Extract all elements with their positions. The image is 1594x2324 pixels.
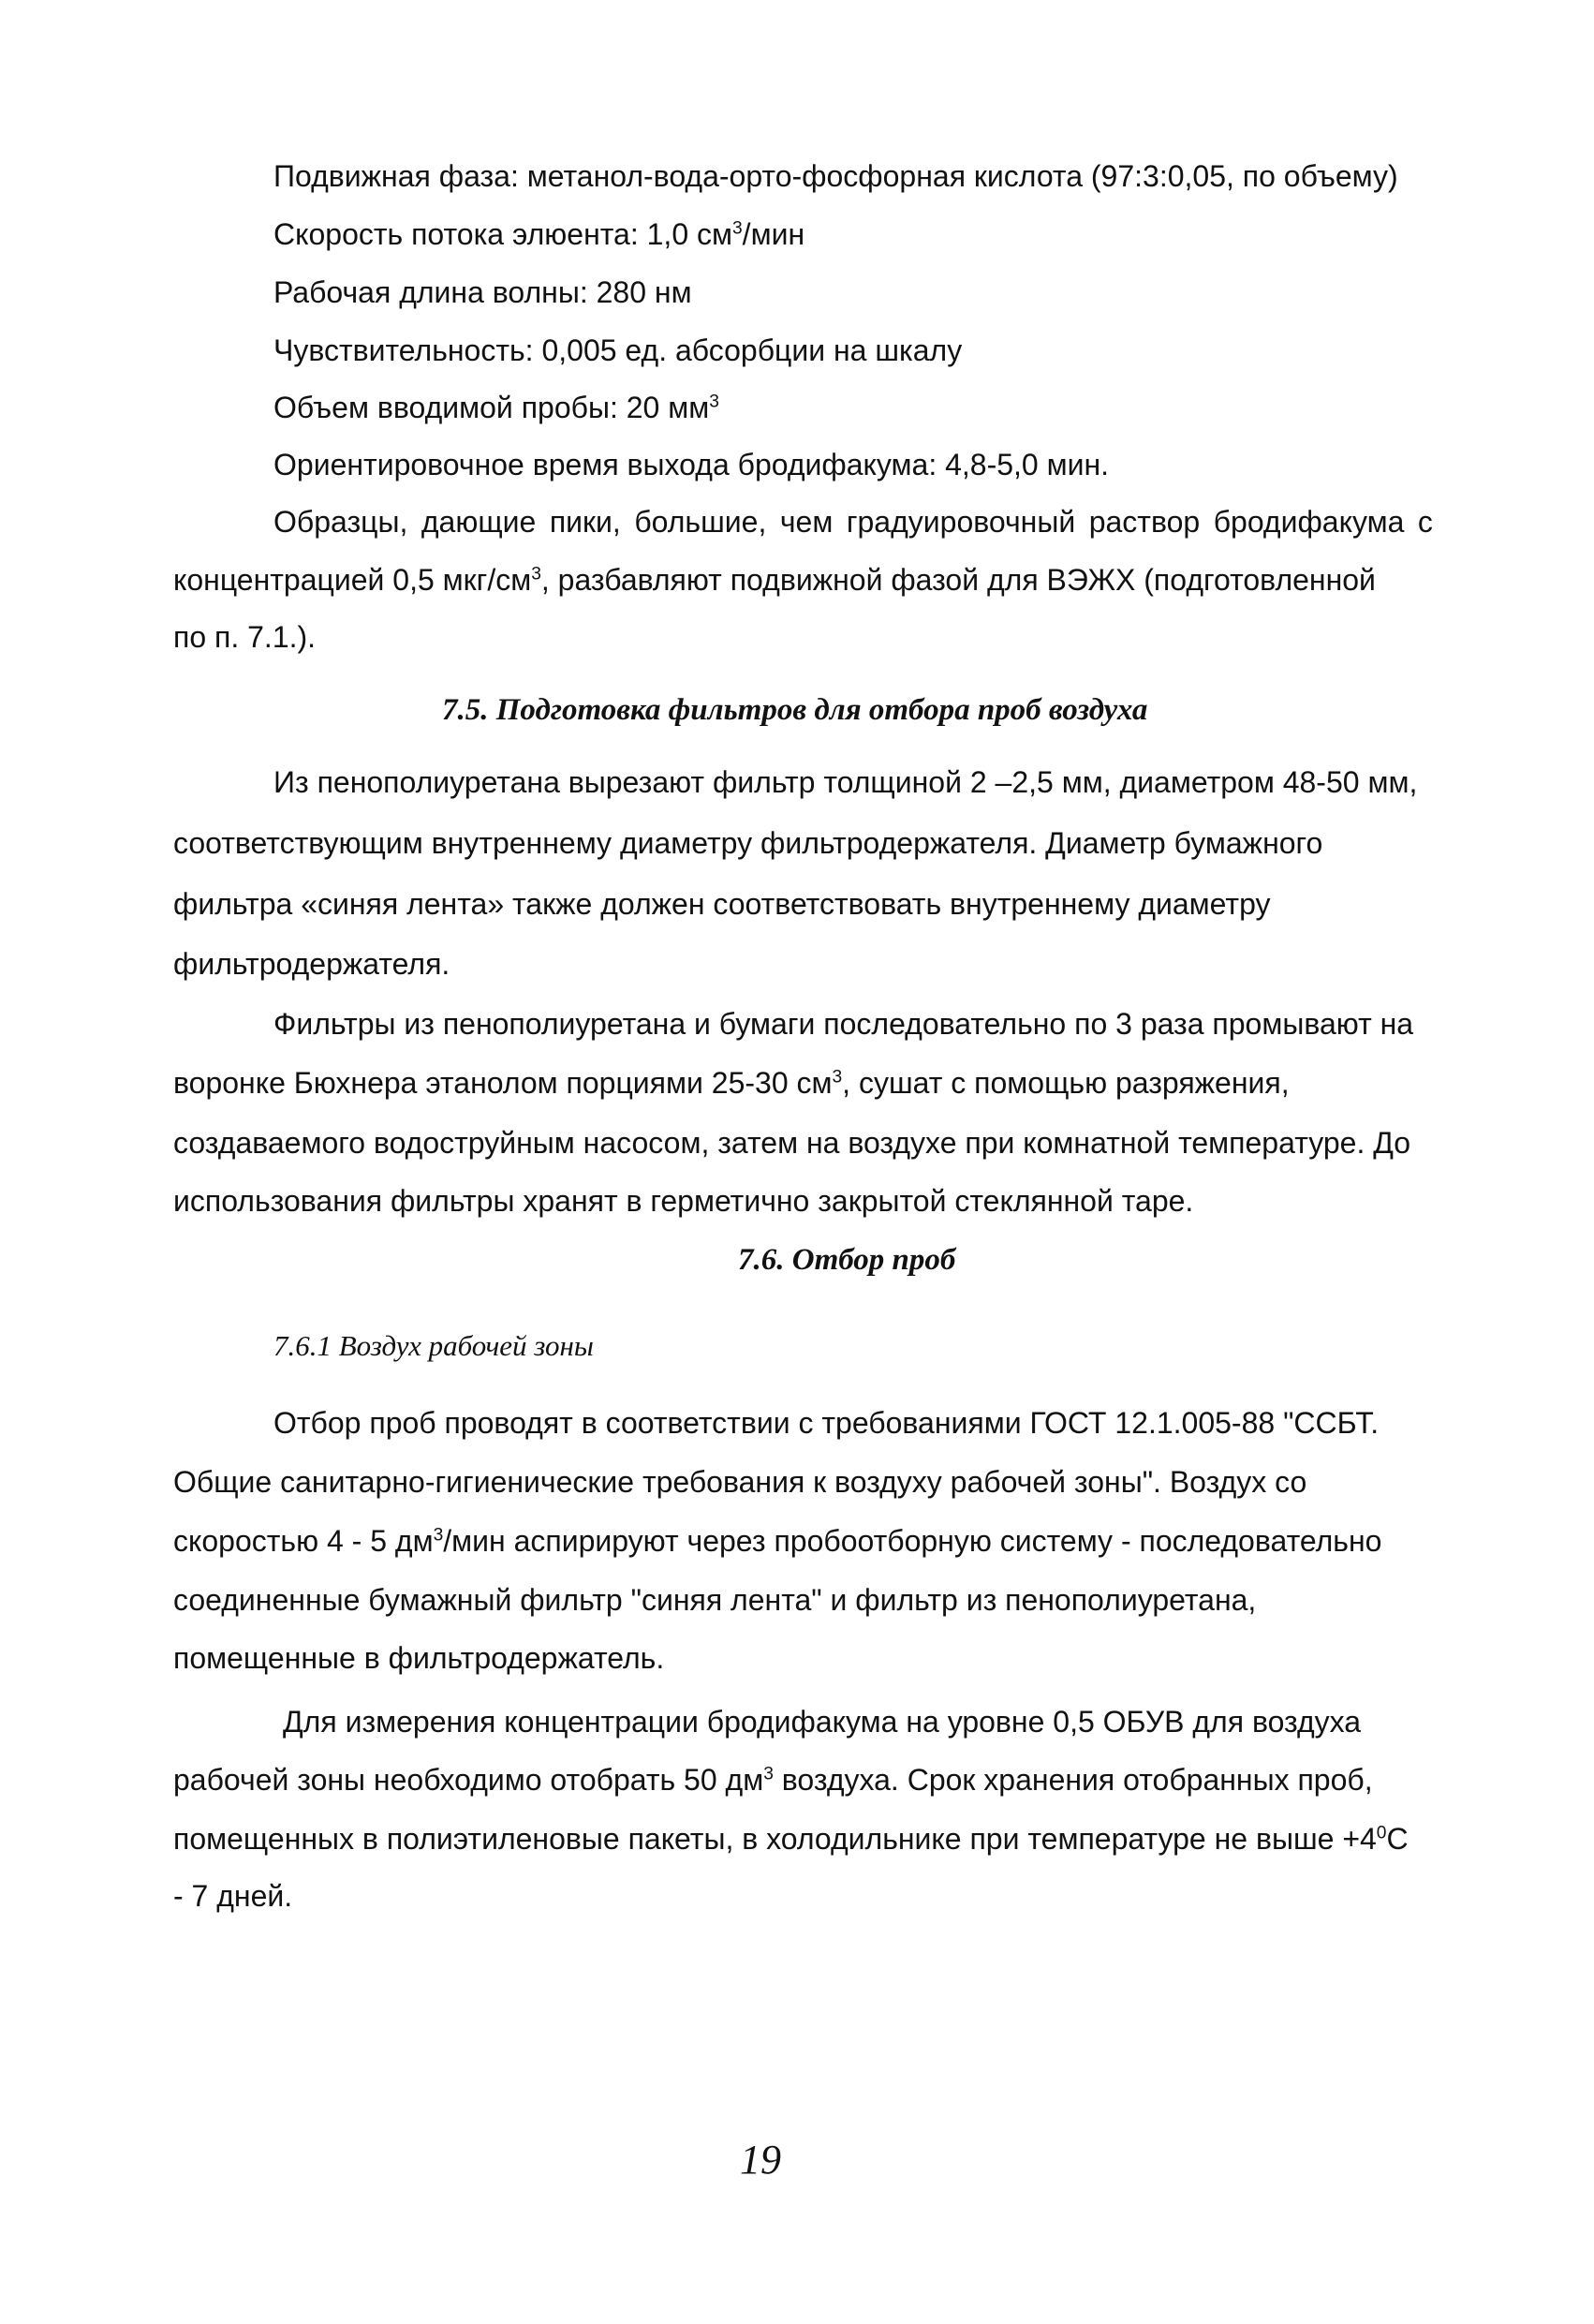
s76-p1-line-3-a: скоростью 4 - 5 дм [173,1524,434,1558]
s76-p1-line-2: Общие санитарно-гигиенические требования к воздуху рабочей зоны". Воздух со [173,1465,1307,1499]
s75-p1-line-2: соответствующим внутреннему диаметру фильтродержателя. Диаметр бумажного [173,826,1323,860]
section-7-5-title: 7.5. Подготовка фильтров для отбора проб воздуха [442,693,1148,727]
dilution-line-2-a: концентрацией 0,5 мкг/см [173,563,532,597]
s76-p1-line-3-sup: 3 [433,1525,444,1546]
s76-p1-line-3 [173,1522,1381,1560]
s76-p1-line-1: Отбор проб проводят в соответствии с требованиями ГОСТ 12.1.005-88 "ССБТ. [273,1406,1380,1440]
page-number: 19 [740,2137,781,2183]
flow-rate-text: Скорость потока элюента: 1,0 см [273,217,732,251]
word: пики, [549,505,621,539]
s76-p1-line-3-b: /мин аспирируют через пробоотборную систему - последовательно [443,1524,1382,1558]
s76-p2-line-2-a: рабочей зоны необходимо отобрать 50 дм [173,1763,764,1797]
dilution-line-1 [273,503,1433,540]
s75-p2-line-4: использования фильтры хранят в герметично закрытой стеклянной таре. [173,1184,1194,1218]
dilution-line-2 [173,561,1376,599]
s76-p1-line-4: соединенные бумажный фильтр "синяя лента" и фильтр из пенополиуретана, [173,1583,1257,1617]
sample-volume-sup: 3 [709,392,719,412]
s76-p2-line-3-b: С [1386,1822,1409,1856]
s75-p2-line-2-b: , сушат с помощью разряжения, [842,1066,1290,1100]
s75-p2-line-3: создаваемого водоструйным насосом, затем на воздухе при комнатной температуре. До [173,1126,1411,1160]
word: дающие [421,505,537,539]
s76-p2-line-2 [173,1761,1373,1799]
word: чем [779,505,834,539]
dilution-line-3: по п. 7.1.). [173,620,317,654]
flow-rate-line [273,215,804,253]
s75-p1-line-3: фильтра «синяя лента» также должен соответствовать внутреннему диаметру [173,887,1271,921]
s76-p2-line-4: - 7 дней. [173,1879,293,1913]
dilution-line-2-sup: 3 [531,564,541,585]
wavelength-line: Рабочая длина волны: 280 нм [273,275,692,309]
s75-p1-line-4: фильтродержателя. [173,947,450,981]
word: градуировочный [846,505,1076,539]
s76-p1-line-5: помещенные в фильтродержатель. [173,1641,665,1675]
word: бродифакума [1213,505,1405,539]
s75-p2-line-2-sup: 3 [832,1067,843,1088]
word: с [1417,505,1433,539]
s75-p2-line-2 [173,1064,1290,1102]
s76-p2-line-2-sup: 3 [763,1764,774,1784]
word: Образцы, [273,505,408,539]
mobile-phase-line: Подвижная фаза: метанол-вода-орто-фосфорная кислота (97:3:0,05, по объему) [273,159,1398,193]
dilution-line-2-b: , разбавляют подвижной фазой для ВЭЖХ (подготовленной [540,563,1376,597]
s75-p1-line-1: Из пенополиуретана вырезают фильтр толщиной 2 –2,5 мм, диаметром 48-50 мм, [273,765,1418,799]
section-7-6-title: 7.6. Отбор проб [738,1243,956,1277]
s76-p2-line-3-a: помещенных в полиэтиленовые пакеты, в холодильнике при температуре не выше +4 [173,1822,1377,1856]
s76-p2-line-1: Для измерения концентрации бродифакума на уровне 0,5 ОБУВ для воздуха [283,1705,1362,1739]
sample-volume-line [273,389,719,426]
flow-rate-unit: /мин [742,217,805,251]
s76-p2-line-3 [173,1820,1409,1858]
sample-volume-text: Объем вводимой пробы: 20 мм [273,391,710,424]
section-7-6-1-title: 7.6.1 Воздух рабочей зоны [273,1329,594,1362]
s76-p2-line-2-b: воздуха. Срок хранения отобранных проб, [773,1763,1373,1797]
sensitivity-line: Чувствительность: 0,005 ед. абсорбции на шкалу [273,333,963,367]
s76-p2-line-3-sup: 0 [1376,1823,1387,1843]
word: большие, [634,505,767,539]
flow-rate-sup: 3 [732,218,743,239]
s75-p2-line-1: Фильтры из пенополиуретана и бумаги последовательно по 3 раза промывают на [273,1007,1414,1041]
s75-p2-line-2-a: воронке Бюхнера этанолом порциями 25-30 см [173,1066,833,1100]
retention-time-line: Ориентировочное время выхода бродифакума: 4,8-5,0 мин. [273,448,1110,481]
word: раствор [1088,505,1201,539]
